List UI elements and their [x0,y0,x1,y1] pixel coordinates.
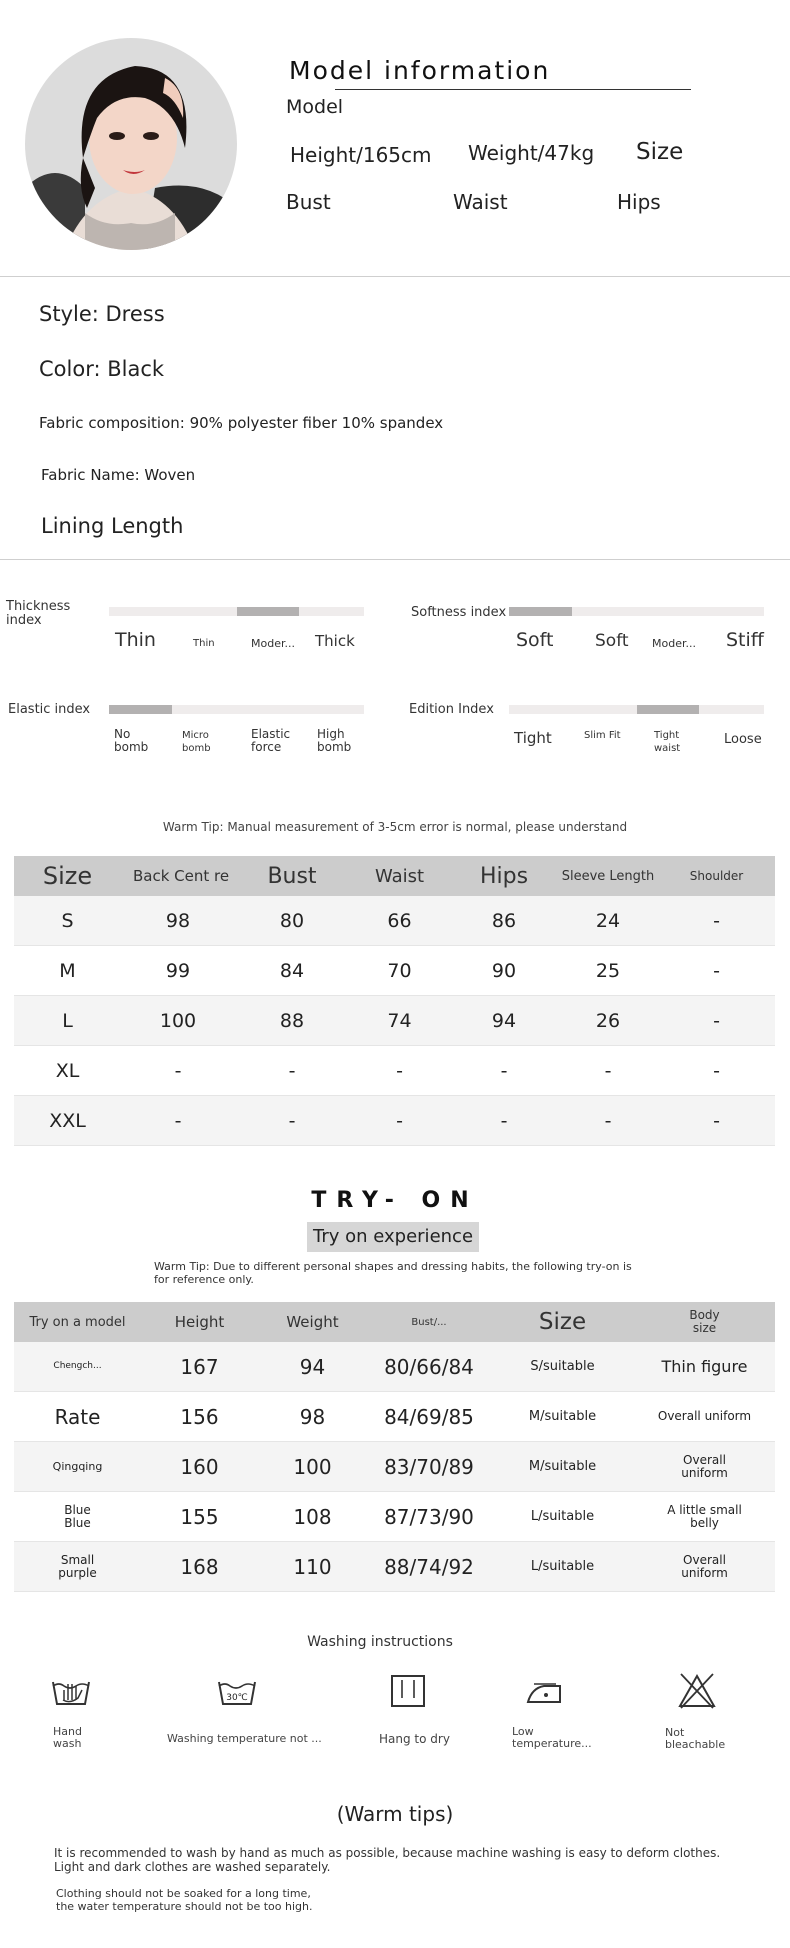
try-on-cell: S/suitable [491,1342,634,1392]
try-on-cell: 88/74/92 [367,1542,491,1592]
model-photo [25,38,237,250]
no-bleach-icon [677,1672,717,1710]
size-header-cell: Sleeve Length [558,856,658,896]
size-header-cell: Back Cent re [121,856,235,896]
try-on-header-cell: Try on a model [14,1302,141,1342]
model-hips-label: Hips [617,190,661,214]
size-cell: - [450,1046,558,1096]
measurement-warm-tip: Warm Tip: Manual measurement of 3-5cm error is normal, please understand [162,820,628,834]
size-row [14,896,775,946]
size-cell: 86 [450,896,558,946]
size-cell: 98 [121,896,235,946]
hang-dry-label: Hang to dry [379,1732,450,1746]
model-waist-label: Waist [453,190,508,214]
size-cell: - [235,1046,349,1096]
size-cell: M [14,946,121,996]
try-on-cell: 100 [258,1442,367,1492]
warm-tips-title: (Warm tips) [336,1802,454,1826]
try-on-row [14,1542,775,1592]
edition-option: Slim Fit [584,730,621,741]
try-on-cell: Blue Blue [14,1492,141,1542]
size-cell: 26 [558,996,658,1046]
lining-attr: Lining Length [41,514,184,538]
try-on-cell: L/suitable [491,1542,634,1592]
hang-dry-icon [390,1674,426,1708]
elastic-option: No bomb [114,727,149,754]
thickness-option: Moder... [251,637,295,650]
wash-temp-symbol: 30℃ [226,1693,248,1703]
model-portrait-image [25,38,237,250]
try-on-cell: 156 [141,1392,258,1442]
size-cell: L [14,996,121,1046]
size-cell: - [349,1096,450,1146]
hand-wash-label: Hand wash [53,1725,82,1750]
elastic-option: Elastic force [251,727,291,754]
softness-option: Moder... [652,637,696,650]
size-cell: 80 [235,896,349,946]
size-cell: XXL [14,1096,121,1146]
try-on-cell: 80/66/84 [367,1342,491,1392]
warm-tip-2: Clothing should not be soaked for a long time, the water temperature should not be too high. [56,1887,313,1913]
size-row [14,1096,775,1146]
edition-index-fill [637,705,700,714]
size-header-cell: Hips [450,856,558,896]
softness-index-fill [509,607,572,616]
model-info-title: Model information [289,56,551,85]
size-cell: - [235,1096,349,1146]
thickness-option: Thick [315,632,355,650]
model-height: Height/165cm [290,143,432,167]
warm-tip-1: It is recommended to wash by hand as much as possible, because machine washing is easy to deform clothes. Light and dark clothes are washed separately. [54,1846,721,1874]
washing-instructions-title: Washing instructions [307,1634,453,1650]
size-cell: - [121,1046,235,1096]
size-cell: 84 [235,946,349,996]
try-on-cell: 84/69/85 [367,1392,491,1442]
size-cell: XL [14,1046,121,1096]
try-on-cell: 167 [141,1342,258,1392]
try-on-cell: Thin figure [634,1342,775,1392]
iron-label: Low temperature... [512,1725,592,1750]
size-cell: - [349,1046,450,1096]
try-on-row [14,1442,775,1492]
size-cell: - [558,1096,658,1146]
color-attr: Color: Black [39,357,165,381]
fabric-name-attr: Fabric Name: Woven [41,466,196,484]
size-header-cell: Bust [235,856,349,896]
size-cell: - [658,1046,775,1096]
try-on-cell: 87/73/90 [367,1492,491,1542]
try-on-cell: 83/70/89 [367,1442,491,1492]
size-cell: 25 [558,946,658,996]
section-divider [0,276,790,277]
size-header-cell: Waist [349,856,450,896]
try-on-cell: 108 [258,1492,367,1542]
edition-option: Tight [514,729,552,747]
hand-wash-icon [50,1674,92,1710]
size-chart-table [14,856,775,1146]
try-on-cell: Overall uniform [634,1442,775,1492]
try-on-cell: Qingqing [14,1442,141,1492]
size-row [14,1046,775,1096]
model-name-label: Model [286,96,344,118]
elastic-index-label: Elastic index [8,702,91,717]
elastic-option: High bomb [317,727,352,754]
size-cell: S [14,896,121,946]
model-size-label: Size [636,139,684,165]
try-on-cell: M/suitable [491,1442,634,1492]
try-on-cell: Small purple [14,1542,141,1592]
thickness-option: Thin [115,629,156,651]
try-on-header-cell: Height [141,1302,258,1342]
no-bleach-label: Not bleachable [665,1726,726,1751]
size-cell: 70 [349,946,450,996]
thickness-index-fill [237,607,300,616]
size-row [14,946,775,996]
softness-options [509,630,769,660]
try-on-row [14,1392,775,1442]
size-cell: 100 [121,996,235,1046]
try-on-cell: Rate [14,1392,141,1442]
edition-options [509,728,769,758]
washing-temperature-icon [216,1674,258,1710]
try-on-cell: M/suitable [491,1392,634,1442]
try-on-cell: A little small belly [634,1492,775,1542]
elastic-options [109,728,369,758]
size-cell: 88 [235,996,349,1046]
edition-option: Tight waist [654,730,681,754]
try-on-cell: L/suitable [491,1492,634,1542]
softness-index-label: Softness index [411,605,507,620]
try-on-cell: Chengch... [14,1342,141,1392]
elastic-option: Micro bomb [182,730,211,754]
thickness-option: Thin [193,638,215,649]
try-on-cell: 94 [258,1342,367,1392]
size-cell: 94 [450,996,558,1046]
size-cell: - [658,996,775,1046]
model-bust-label: Bust [286,190,331,214]
thickness-options [109,630,364,660]
try-on-title: TRY- ON [311,1188,479,1213]
try-on-cell: 160 [141,1442,258,1492]
thickness-index-bar [109,607,364,616]
washing-temperature-label: Washing temperature not ... [167,1732,322,1745]
try-on-header-cell: Weight [258,1302,367,1342]
section-divider [0,559,790,560]
edition-option: Loose [724,732,762,747]
elastic-index-fill [109,705,172,714]
try-on-row [14,1492,775,1542]
size-chart-header-row [14,856,775,896]
edition-index-bar [509,705,764,714]
fabric-composition-attr: Fabric composition: 90% polyester fiber 10% spandex [39,414,444,432]
try-on-cell: Overall uniform [634,1392,775,1442]
style-attr: Style: Dress [39,302,165,326]
size-cell: - [121,1096,235,1146]
size-cell: 90 [450,946,558,996]
try-on-table [14,1302,775,1592]
title-underline [335,89,691,90]
size-cell: - [558,1046,658,1096]
try-on-cell: 110 [258,1542,367,1592]
softness-option: Stiff [726,629,764,651]
size-cell: 24 [558,896,658,946]
size-cell: 99 [121,946,235,996]
softness-option: Soft [516,629,554,651]
thickness-index-label: Thickness index [6,599,71,628]
try-on-cell: Overall uniform [634,1542,775,1592]
try-on-cell: 168 [141,1542,258,1592]
try-on-row [14,1342,775,1392]
size-cell: - [450,1096,558,1146]
try-on-header-cell: Size [491,1302,634,1342]
softness-index-bar [509,607,764,616]
try-on-cell: 155 [141,1492,258,1542]
try-on-warm-tip: Warm Tip: Due to different personal shapes and dressing habits, the following try-on is for reference only. [154,1260,632,1286]
edition-index-label: Edition Index [409,702,494,717]
size-header-cell: Shoulder [658,856,775,896]
elastic-index-bar [109,705,364,714]
size-cell: - [658,946,775,996]
size-cell: - [658,1096,775,1146]
try-on-header-row [14,1302,775,1342]
size-cell: - [658,896,775,946]
try-on-header-cell: Bust/... [367,1302,491,1342]
softness-option: Soft [595,631,629,651]
model-weight: Weight/47kg [468,141,595,165]
size-header-cell: Size [14,856,121,896]
size-cell: 66 [349,896,450,946]
iron-icon [526,1680,564,1706]
try-on-subtitle-badge: Try on experience [307,1222,479,1252]
try-on-cell: 98 [258,1392,367,1442]
try-on-header-cell: Body size [634,1302,775,1342]
size-cell: 74 [349,996,450,1046]
size-row [14,996,775,1046]
